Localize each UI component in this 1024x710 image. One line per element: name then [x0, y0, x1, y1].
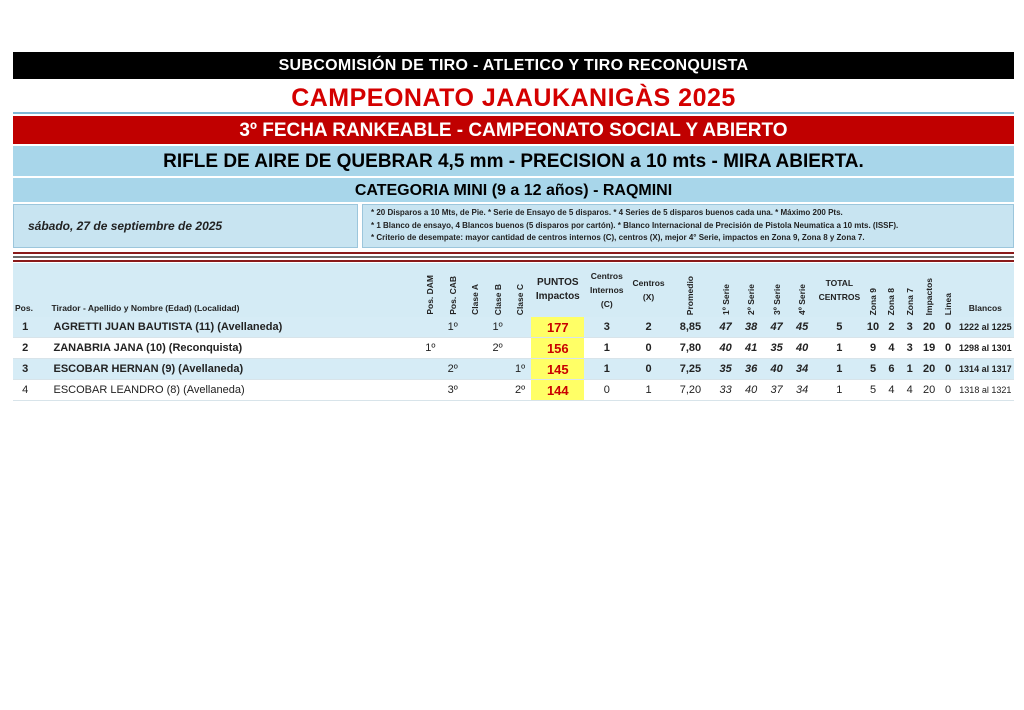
col-promedio: Promedio [668, 263, 713, 317]
event-date-banner: 3º FECHA RANKEABLE - CAMPEONATO SOCIAL Y ABIERTO [13, 114, 1014, 144]
col-shooter: Tirador - Apellido y Nombre (Edad) (Localidad) [37, 263, 419, 317]
results-sheet [13, 52, 1014, 401]
rules-box [362, 204, 1014, 248]
col-serie-2: 2º Serie [738, 263, 764, 317]
table-row: 4 ESCOBAR LEANDRO (8) (Avellaneda) 3º 2º 144 0 1 7,20 33 40 37 34 1 5 4 4 20 0 1318 al 1321 [13, 380, 1014, 401]
col-total-centros: TOTAL CENTROS [815, 263, 864, 317]
col-zona-9: Zona 9 [864, 263, 882, 317]
table-header-row [13, 263, 1014, 317]
table-row: 2 ZANABRIA JANA (10) (Reconquista) 1º 2º 156 1 0 7,80 40 41 35 40 1 9 4 3 19 0 1298 al 1301 [13, 338, 1014, 359]
col-pos: Pos. [13, 263, 37, 317]
col-serie-3: 3º Serie [764, 263, 790, 317]
discipline-banner: RIFLE DE AIRE DE QUEBRAR 4,5 mm - PRECISION a 10 mts - MIRA ABIERTA. [13, 144, 1014, 176]
results-table [13, 263, 1014, 401]
col-pos-dam: Pos. DAM [419, 263, 441, 317]
col-linea: Linea [939, 263, 956, 317]
org-banner: SUBCOMISIÓN DE TIRO - ATLETICO Y TIRO RECONQUISTA [13, 52, 1014, 79]
col-blancos: Blancos [957, 263, 1014, 317]
table-row: 1 AGRETTI JUAN BAUTISTA (11) (Avellaneda) 1º 1º 177 3 2 8,85 47 38 47 45 5 10 2 3 20 0 1222 al 1225 [13, 317, 1014, 338]
col-clase-b: Clase B [486, 263, 508, 317]
col-centros-x: Centros (X) [629, 263, 668, 317]
col-clase-c: Clase C [509, 263, 531, 317]
table-row: 3 ESCOBAR HERNAN (9) (Avellaneda) 2º 1º 145 1 0 7,25 35 36 40 34 1 5 6 1 20 0 1314 al 1317 [13, 359, 1014, 380]
category-banner: CATEGORIA MINI (9 a 12 años) - RAQMINI [13, 176, 1014, 202]
col-points: PUNTOS Impactos [531, 263, 584, 317]
col-zona-8: Zona 8 [882, 263, 900, 317]
col-pos-cab: Pos. CAB [442, 263, 464, 317]
championship-title: CAMPEONATO JAAUKANIGÀS 2025 [13, 82, 1014, 114]
col-impactos: Impactos [919, 263, 939, 317]
rule-line: * 20 Disparos a 10 Mts, de Pie. * Serie de Ensayo de 5 disparos. * 4 Series de 5 disparos buenos cada una. * Máximo 200 Pts. [371, 208, 843, 217]
col-serie-4: 4º Serie [789, 263, 815, 317]
info-section [13, 204, 1014, 248]
col-centros-internos: Centros Internos (C) [584, 263, 629, 317]
col-clase-a: Clase A [464, 263, 486, 317]
rule-line: * 1 Blanco de ensayo, 4 Blancos buenos (5 disparos por cartón). * Blanco Internacional de Precisión de Pistola Neumatica a 10 mts. (ISSF). [371, 220, 899, 230]
event-date: sábado, 27 de septiembre de 2025 [13, 204, 358, 248]
rule-line: * Criterio de desempate: mayor cantidad de centros internos (C), centros (X), mejor 4° Serie, impactos en Zona 9, Zona 8 y Zona 7. [371, 233, 865, 242]
decorative-stripes [13, 250, 1014, 263]
col-zona-7: Zona 7 [901, 263, 919, 317]
col-serie-1: 1º Serie [713, 263, 739, 317]
